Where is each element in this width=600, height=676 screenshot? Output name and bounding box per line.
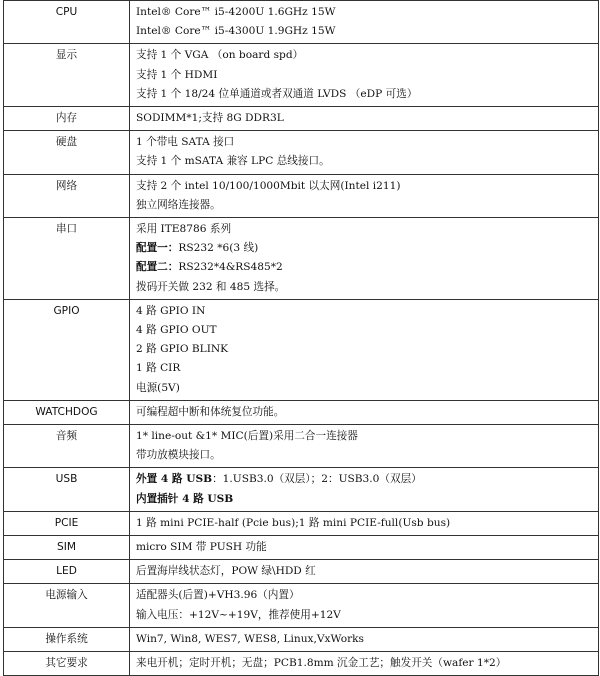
spec-table-body	[4, 1, 599, 676]
spec-value-cell	[130, 400, 599, 424]
spec-value-cell	[130, 536, 599, 560]
spec-value-line: 支持 1 个 HDMI	[136, 68, 218, 81]
spec-value-line: SODIMM*1;支持 8G DDR3L	[136, 112, 284, 125]
spec-value-cell	[130, 652, 599, 676]
spec-label-cell	[4, 44, 130, 107]
spec-row	[4, 560, 599, 584]
spec-value-line: 支持 1 个 18/24 位单通道或者双通道 LVDS （eDP 可选）	[136, 87, 418, 100]
spec-value-line	[136, 239, 592, 258]
spec-value-line: 1 路 CIR	[136, 362, 181, 375]
spec-label: CPU	[55, 6, 78, 18]
spec-value-line: 支持 2 个 intel 10/100/1000Mbit 以太网(Intel i211)	[136, 179, 401, 192]
spec-label: 串口	[55, 223, 78, 236]
spec-value-line: 输入电压：+12V~+19V，推荐使用+12V	[136, 608, 341, 621]
spec-label-cell	[4, 299, 130, 400]
spec-table	[3, 0, 599, 676]
spec-value-line: Intel® Core™ i5-4200U 1.6GHz 15W	[136, 6, 336, 18]
spec-value-cell	[130, 44, 599, 107]
spec-value-line: 适配器头(后置)+VH3.96（内置）	[136, 589, 300, 602]
spec-value-line: 支持 1 个 mSATA 兼容 LPC 总线接口。	[136, 155, 330, 168]
spec-label-cell	[4, 131, 130, 174]
spec-value-line: 独立网络连接器。	[136, 198, 221, 211]
spec-label-cell	[4, 536, 130, 560]
spec-value-line: 可编程超中断和体统复位功能。	[136, 405, 285, 418]
spec-value-line: 电源(5V)	[136, 381, 180, 394]
spec-value-cell	[130, 584, 599, 627]
spec-row	[4, 584, 599, 627]
spec-label-cell	[4, 652, 130, 676]
spec-value-emphasis: 配置一：	[136, 242, 179, 255]
spec-label-cell	[4, 584, 130, 627]
spec-value-cell	[130, 299, 599, 400]
spec-value-line: 4 路 GPIO OUT	[136, 324, 217, 337]
spec-label-cell	[4, 425, 130, 468]
spec-value-line: 支持 1 个 VGA （on board spd）	[136, 49, 304, 62]
spec-label: 其它要求	[45, 657, 88, 670]
spec-label: 操作系统	[45, 632, 88, 645]
spec-label: LED	[56, 565, 77, 578]
spec-value-text: RS232 *6(3 线)	[178, 242, 259, 255]
spec-label-cell	[4, 1, 130, 44]
spec-label-cell	[4, 218, 130, 300]
spec-row	[4, 174, 599, 217]
spec-value-line: Win7, Win8, WES7, WES8, Linux,VxWorks	[136, 632, 364, 645]
spec-label: USB	[55, 473, 78, 486]
spec-value-line: 1 路 mini PCIE-half (Pcie bus);1 路 mini PCIE-full(Usb bus)	[136, 516, 451, 529]
spec-value-line: micro SIM 带 PUSH 功能	[136, 541, 267, 554]
spec-row	[4, 627, 599, 651]
spec-value-line: 2 路 GPIO BLINK	[136, 343, 229, 356]
spec-label: 网络	[55, 179, 78, 192]
spec-label-cell	[4, 627, 130, 651]
spec-label: GPIO	[53, 304, 80, 317]
spec-label-cell	[4, 174, 130, 217]
spec-row	[4, 131, 599, 174]
spec-value-emphasis: 内置插针 4 路 USB	[136, 492, 234, 505]
spec-row	[4, 536, 599, 560]
spec-row	[4, 468, 599, 511]
spec-value-line: 1* line-out &1* MIC(后置)采用二合一连接器	[136, 430, 358, 443]
spec-label-cell	[4, 400, 130, 424]
spec-row	[4, 1, 599, 44]
spec-value-text: RS232*4&RS485*2	[178, 261, 283, 274]
spec-value-line	[136, 470, 592, 489]
spec-label: 音频	[55, 430, 78, 443]
spec-label: 显示	[55, 49, 78, 62]
spec-row	[4, 107, 599, 131]
spec-label-cell	[4, 468, 130, 511]
spec-label: SIM	[57, 541, 76, 554]
spec-value-line: 来电开机；定时开机；无盘；PCB1.8mm 沉金工艺；触发开关（wafer 1*2）	[136, 657, 507, 670]
spec-value-line: Intel® Core™ i5-4300U 1.9GHz 15W	[136, 25, 336, 38]
spec-label: PCIE	[54, 516, 79, 529]
spec-value-cell	[130, 560, 599, 584]
spec-row	[4, 652, 599, 676]
spec-value-cell	[130, 174, 599, 217]
spec-value-cell	[130, 218, 599, 300]
spec-value-line	[136, 490, 592, 509]
spec-row	[4, 400, 599, 424]
spec-value-line: 后置海岸线状态灯，POW 绿\HDD 红	[136, 565, 316, 578]
spec-value-cell	[130, 1, 599, 44]
spec-value-line: 1 个带电 SATA 接口	[136, 136, 235, 149]
spec-label-cell	[4, 511, 130, 535]
spec-label: 内存	[55, 112, 78, 125]
spec-label: 硬盘	[55, 136, 78, 149]
spec-value-text: ：1.USB3.0（双层）；2：USB3.0（双层）	[212, 473, 422, 486]
spec-value-cell	[130, 627, 599, 651]
spec-value-emphasis: 配置二：	[136, 261, 179, 274]
spec-label: 电源输入	[45, 589, 88, 602]
spec-value-cell	[130, 107, 599, 131]
spec-row	[4, 511, 599, 535]
spec-row	[4, 218, 599, 300]
spec-label-cell	[4, 560, 130, 584]
spec-label: WATCHDOG	[35, 405, 98, 418]
spec-value-line: 4 路 GPIO IN	[136, 304, 206, 317]
spec-value-line: 带功放模块接口。	[136, 449, 221, 462]
spec-row	[4, 299, 599, 400]
spec-value-cell	[130, 468, 599, 511]
spec-value-line: 拨码开关做 232 和 485 选择。	[136, 280, 286, 293]
spec-row	[4, 44, 599, 107]
spec-label-cell	[4, 107, 130, 131]
spec-value-cell	[130, 425, 599, 468]
spec-value-emphasis: 外置 4 路 USB	[136, 473, 213, 486]
spec-value-line: 采用 ITE8786 系列	[136, 223, 232, 236]
spec-value-line	[136, 258, 592, 277]
spec-value-cell	[130, 131, 599, 174]
spec-value-cell	[130, 511, 599, 535]
spec-row	[4, 425, 599, 468]
